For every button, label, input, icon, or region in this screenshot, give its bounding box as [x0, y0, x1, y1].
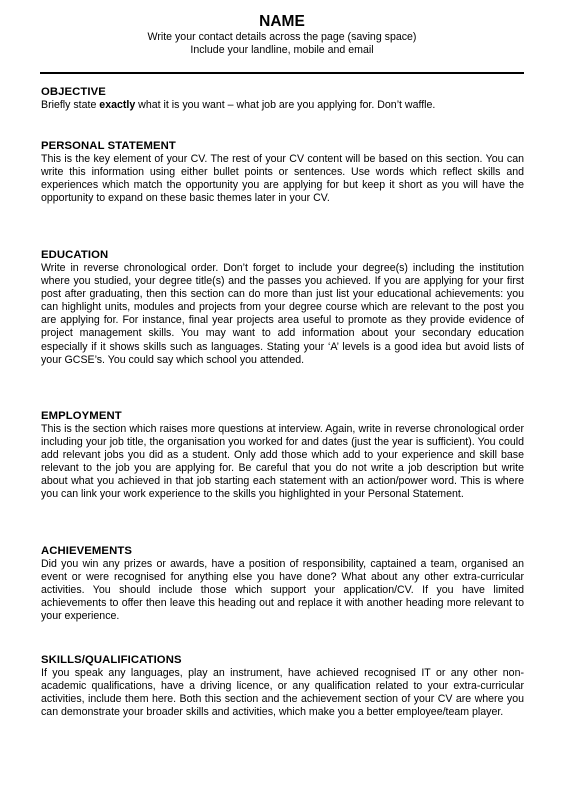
contact-instructions-line-1: Write your contact details across the page (saving space) — [147, 31, 417, 43]
employment-heading: EMPLOYMENT — [41, 410, 122, 422]
objective-text-start: Briefly state — [41, 99, 100, 111]
section-employment — [41, 410, 524, 502]
objective-text-end: what it is you want – what job are you applying for. Don’t waffle. — [135, 99, 436, 111]
personal-statement-heading: PERSONAL STATEMENT — [41, 140, 176, 152]
section-personal-statement — [41, 140, 524, 205]
employment-text: This is the section which raises more questions at interview. Again, write in reverse chronological order including your job title, the organisation you worked for and dates (just the year is sufficient). You could add relevant jobs you did as a student. Only add those which add to your experience and skill base relevant to the job you are applying for. Be careful that you do not write a job description but write about what you achieved in that job starting each statement with an action/power word. This is where you can link your work experience to the skills you highlighted in your Personal Statement. — [41, 423, 524, 501]
objective-text — [41, 99, 524, 112]
header-divider — [40, 72, 524, 74]
education-text: Write in reverse chronological order. Don’t forget to include your degree(s) including the institution where you studied, your degree title(s) and the passes you achieved. If you are applying for your first post after graduating, then this section can do more than just list your educational achievements: you can highlight units, modules and projects from your degree course which are relevant to the post you are applying for. For instance, final year projects area useful to promote as they provide evidence of project management skills. You may want to add information about your secondary education especially if it shows skills such as languages. Stating your ‘A’ levels is a good idea but avoid lists of your GCSE’s. You could say which school you attended. — [41, 262, 524, 366]
personal-statement-text: This is the key element of your CV. The rest of your CV content will be based on this section. You can write this information using either bullet points or sentences. Use words which reflect skills and experiences which match the opportunity you are applying for but keep it short as you will have the opportunity to expand on these basic themes later in your CV. — [41, 153, 524, 205]
cv-header — [0, 12, 564, 56]
section-education — [41, 249, 524, 367]
contact-instructions-line-2: Include your landline, mobile and email — [190, 43, 374, 56]
section-objective — [41, 86, 524, 112]
achievements-heading: ACHIEVEMENTS — [41, 545, 132, 557]
education-heading: EDUCATION — [41, 249, 109, 261]
name-title: NAME — [259, 13, 305, 30]
objective-heading: OBJECTIVE — [41, 86, 106, 98]
skills-text: If you speak any languages, play an instrument, have achieved recognised IT or any other non-academic qualifications, have a driving licence, or any qualification related to your extra-curricular activities, include them here. Both this section and the achievement section of your CV are where you can demonstrate your broader skills and activities, which make you a better employee/team player. — [41, 667, 524, 719]
skills-heading: SKILLS/QUALIFICATIONS — [41, 654, 182, 666]
section-achievements — [41, 545, 524, 623]
section-skills-qualifications — [41, 654, 524, 719]
achievements-text: Did you win any prizes or awards, have a position of responsibility, captained a team, organised an event or were recognised for anything else you have done? What about any other extra-curricular activities. You should include those which support your application/CV. If you have limited achievements to offer then leave this heading out and replace it with another heading more relevant to your experience. — [41, 558, 524, 623]
objective-text-emphasis: exactly — [99, 99, 136, 111]
